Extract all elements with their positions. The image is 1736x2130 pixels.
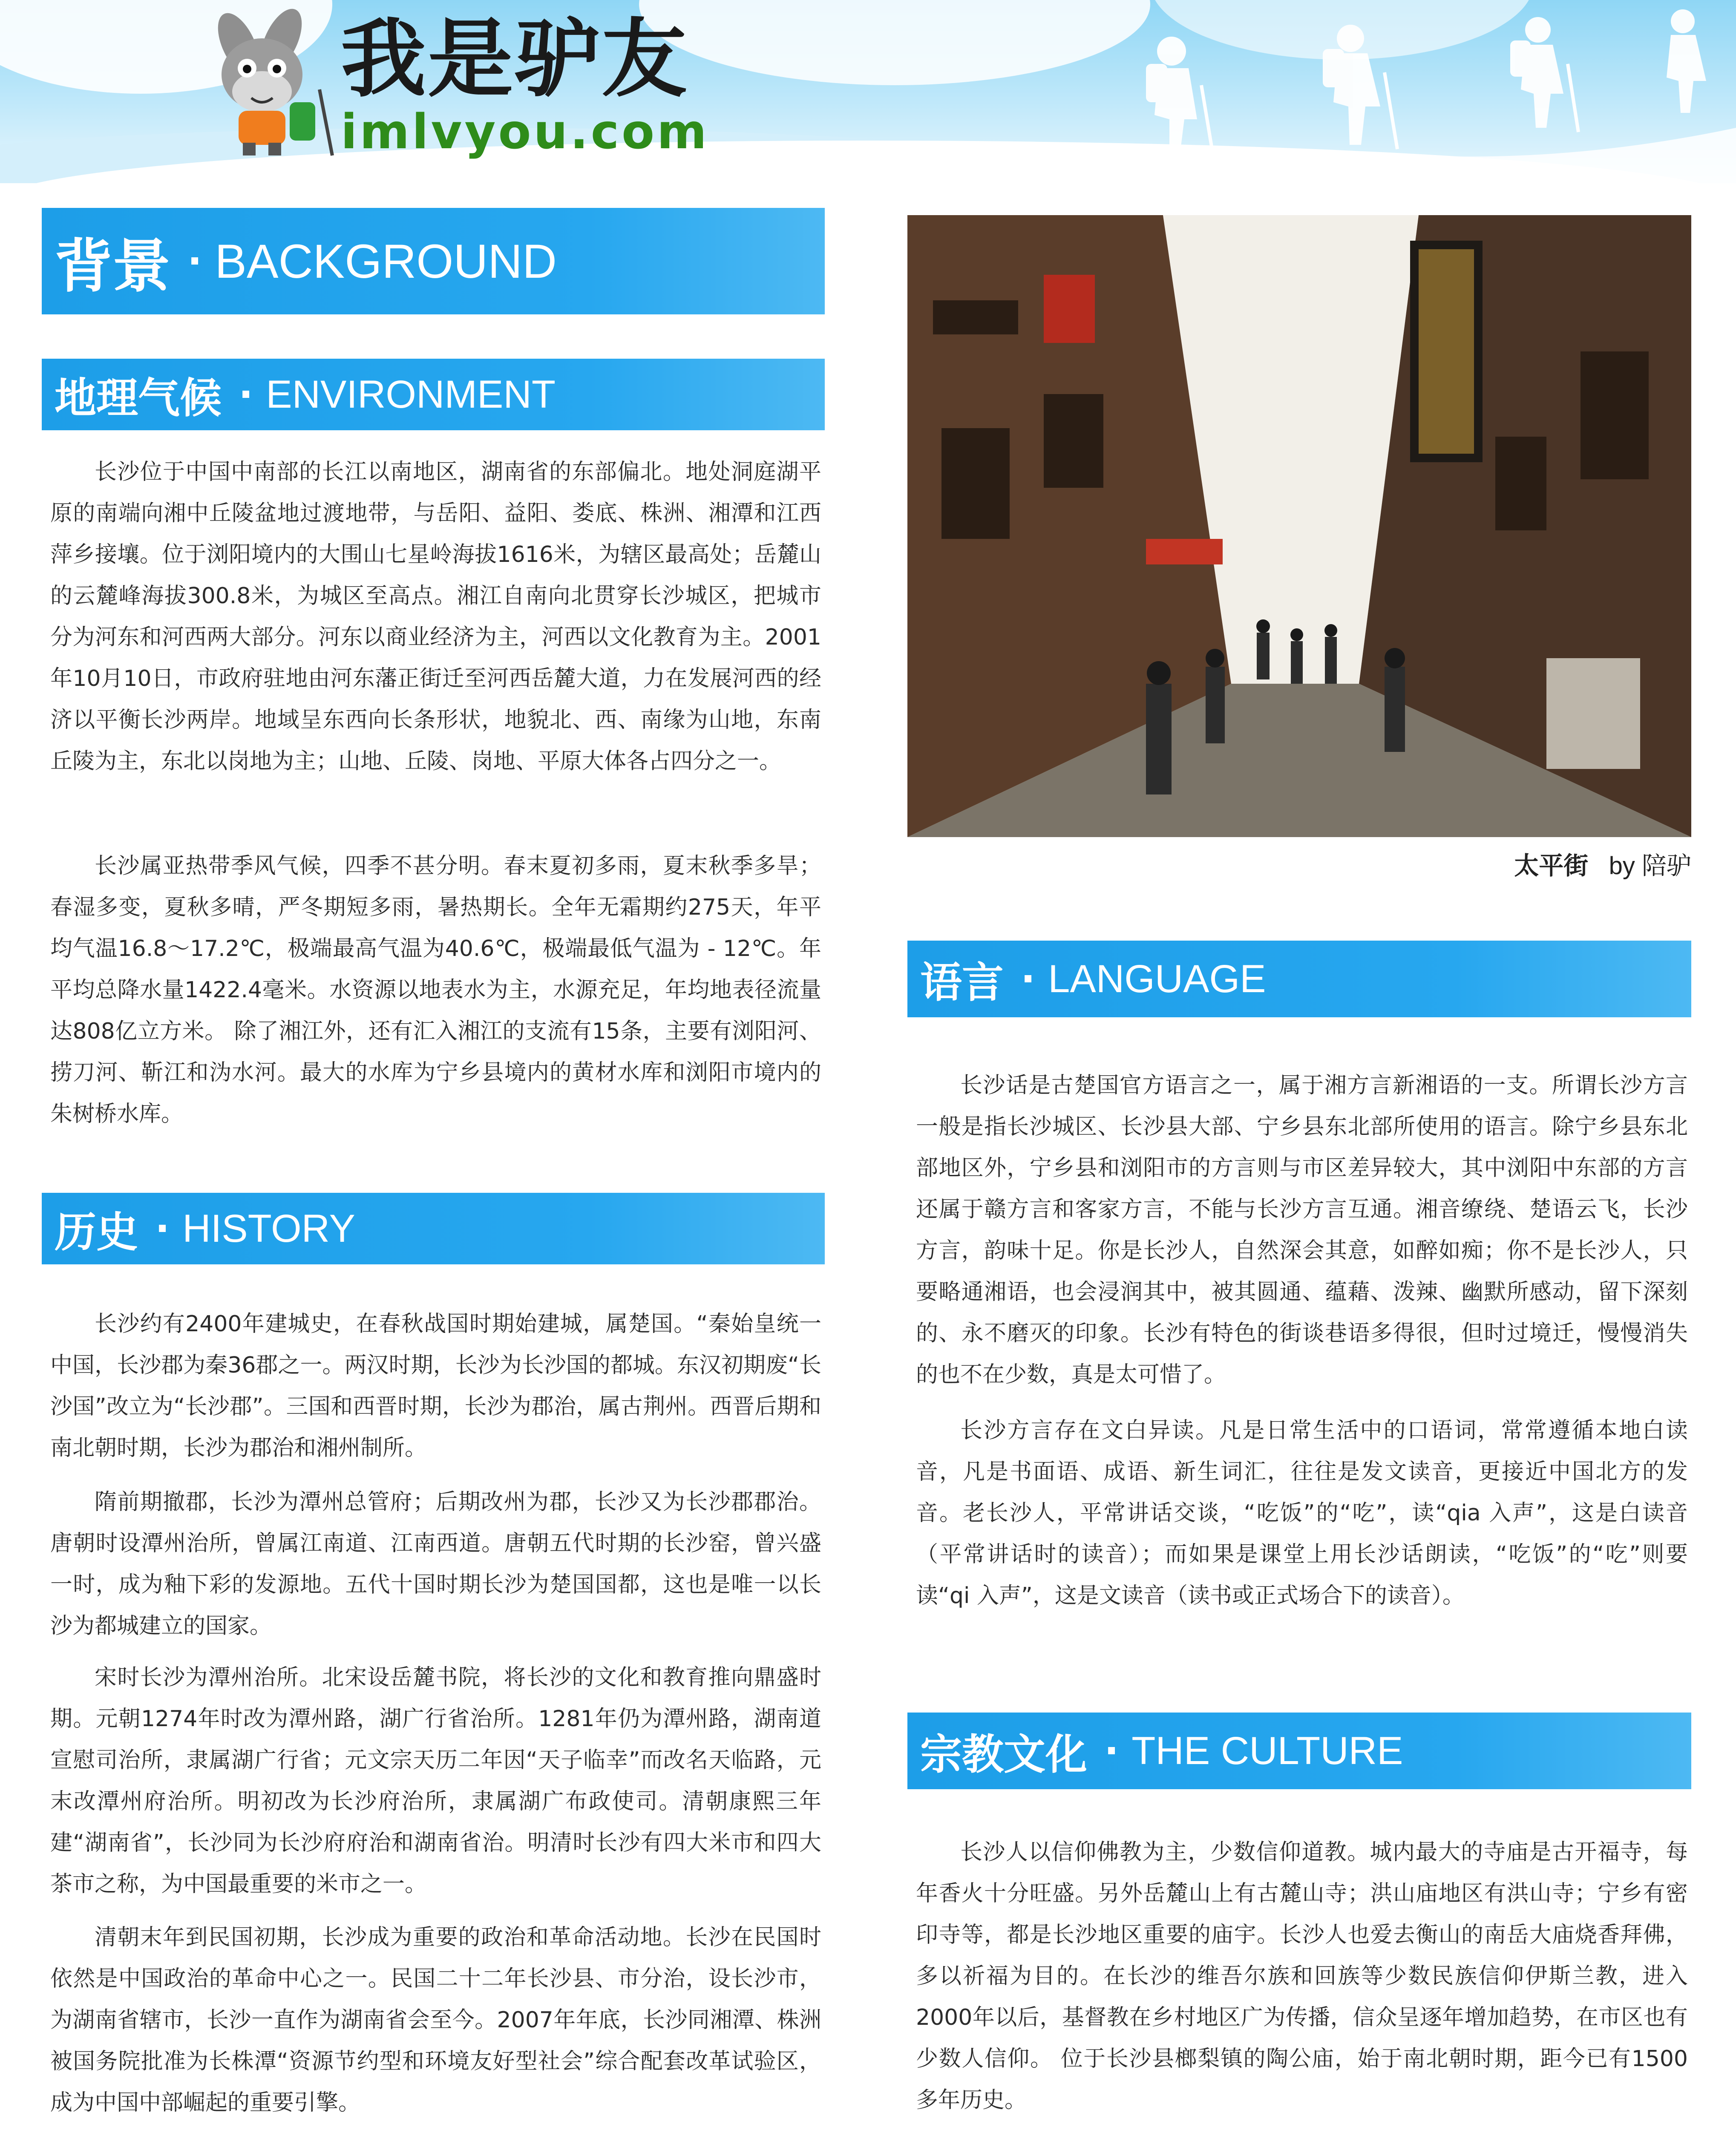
section-bar-culture: 宗教文化 · THE CULTURE (907, 1713, 1691, 1789)
site-logo-cn: 我是驴友 (341, 10, 689, 109)
language-paragraph-2: 长沙方言存在文白异读。凡是日常生活中的口语词，常常遵循本地白读音，凡是书面语、成语、新生词汇，往往是发文读音，更接近中国北方的发音。老长沙人，平常讲话交谈，“吃饭”的“吃”，读“qia 入声”，这是白读音（平常讲话时的读音）；而如果是课堂上用长沙话朗读，“吃饭”的“吃”则要读“qi 入声”，这是文读音（读书或正式场合下的读音）。 (916, 1418, 1688, 1609)
photo-caption-taiping: 太平街 by 陪驴 (1514, 851, 1691, 880)
environment-paragraph-2: 长沙属亚热带季风气候，四季不甚分明。春末夏初多雨，夏末秋季多旱；春湿多变，夏秋多晴，严冬期短多雨，暑热期长。全年无霜期约275天，年平均气温16.8～17.2℃，极端最高气温为40.6℃，极端最低气温为 - 12℃。年平均总降水量1422.4毫米。水资源以地表水为主，水源充足，年均地表径流量达808亿立方米。 除了湘江外，还有汇入湘江的支流有15条，主要有浏阳河、捞刀河、靳江和沩水河。最大的水库为宁乡县境内的黄材水库和浏阳市境内的朱树桥水库。 (50, 853, 821, 1127)
section-title-cn: 历史 (55, 1208, 138, 1257)
donkey-hiker-mascot-icon (183, 4, 345, 158)
history-paragraph-3: 宋时长沙为潭州治所。北宋设岳麓书院，将长沙的文化和教育推向鼎盛时期。元朝1274年时改为潭州路，湖广行省治所。1281年仍为潭州路，湖南道宣慰司治所，隶属湖广行省；元文宗天历二年因“天子临幸”而改名天临路，元末改潭州府治所。明初改为长沙府治所，隶属湖广布政使司。清朝康熙三年建“湖南省”，长沙同为长沙府府治和湖南省治。明清时长沙有四大米市和四大茶市之称，为中国最重要的米市之一。 (50, 1665, 821, 1897)
environment-paragraph-1: 长沙位于中国中南部的长江以南地区，湖南省的东部偏北。地处洞庭湖平原的南端向湘中丘陵盆地过渡地带，与岳阳、益阳、娄底、株洲、湘潭和江西萍乡接壤。位于浏阳境内的大围山七星岭海拔1616米，为辖区最高处；岳麓山的云麓峰海拔300.8米，为城区至高点。湘江自南向北贯穿长沙城区，把城市分为河东和河西两大部分。河东以商业经济为主，河西以文化教育为主。2001年10月10日，市政府驻地由河东藩正街迁至河西岳麓大道，力在发展河西的经济以平衡长沙两岸。地域呈东西向长条形状，地貌北、西、南缘为山地，东南丘陵为主，东北以岗地为主；山地、丘陵、岗地、平原大体各占四分之一。 (50, 459, 821, 774)
history-paragraph-1: 长沙约有2400年建城史，在春秋战国时期始建城，属楚国。“秦始皇统一中国，长沙郡为秦36郡之一。两汉时期，长沙为长沙国的都城。东汉初期废“长沙国”改立为“长沙郡”。三国和西晋时期，长沙为郡治，属古荆州。西晋后期和南北朝时期，长沙为郡治和湘州制所。 (50, 1311, 821, 1461)
section-title-en: LANGUAGE (1048, 957, 1266, 1001)
section-title-cn: 宗教文化 (920, 1730, 1088, 1779)
culture-paragraph-1: 长沙人以信仰佛教为主，少数信仰道教。城内最大的寺庙是古开福寺，每年香火十分旺盛。另外岳麓山上有古麓山寺；洪山庙地区有洪山寺；宁乡有密印寺等，都是长沙地区重要的庙宇。长沙人也爱去衡山的南岳大庙烧香拜佛，多以祈福为目的。在长沙的维吾尔族和回族等少数民族信仰伊斯兰教，进入2000年以后，基督教在乡村地区广为传播，信众呈逐年增加趋势，在市区也有少数人信仰。 位于长沙县榔梨镇的陶公庙，始于南北朝时期，距今已有1500多年历史。 (916, 1839, 1688, 2113)
section-title-cn: 背景 (55, 233, 170, 300)
page-header (0, 0, 1736, 183)
section-title-en: BACKGROUND (215, 234, 557, 288)
history-paragraph-2: 隋前期撤郡，长沙为潭州总管府；后期改州为郡，长沙又为长沙郡郡治。唐朝时设潭州治所，曾属江南道、江南西道。唐朝五代时期的长沙窑，曾兴盛一时，成为釉下彩的发源地。五代十国时期长沙为楚国国都，这也是唯一以长沙为都城建立的国家。 (50, 1489, 821, 1639)
section-title-cn: 语言 (920, 958, 1004, 1007)
history-paragraph-4: 清朝末年到民国初期，长沙成为重要的政治和革命活动地。长沙在民国时依然是中国政治的革命中心之一。民国二十二年长沙县、市分治，设长沙市，为湖南省辖市，长沙一直作为湖南省会至今。2007年年底，长沙同湘潭、株洲被国务院批准为长株潭“资源节约型和环境友好型社会”综合配套改革试验区，成为中国中部崛起的重要引擎。 (50, 1925, 821, 2116)
section-bar-language: 语言 · LANGUAGE (907, 941, 1691, 1017)
language-paragraph-1: 长沙话是古楚国官方语言之一，属于湘方言新湘语的一支。所谓长沙方言一般是指长沙城区、长沙县大部、宁乡县东北部所使用的语言。除宁乡县东北部地区外，宁乡县和浏阳市的方言则与市区差异较大，其中浏阳中东部的方言还属于赣方言和客家方言，不能与长沙方言互通。湘音缭绕、楚语云飞，长沙方言，韵味十足。你是长沙人，自然深会其意，如醉如痴；你不是长沙人，只要略通湘语，也会浸润其中，被其圆通、蕴藉、泼辣、幽默所感动，留下深刻的、永不磨灭的印象。长沙有特色的街谈巷语多得很，但时过境迁，慢慢消失的也不在少数，真是太可惜了。 (916, 1073, 1688, 1387)
old-street-photo (907, 215, 1691, 837)
section-title-en: HISTORY (182, 1206, 355, 1250)
section-bar-environment: 地理气候 · ENVIRONMENT (42, 359, 825, 430)
section-bar-history: 历史 · HISTORY (42, 1193, 825, 1264)
site-logo-url: imlvyou.com (341, 104, 709, 160)
section-title-en: ENVIRONMENT (266, 372, 556, 416)
section-title-cn: 地理气候 (55, 374, 222, 423)
hiker-silhouettes-icon (1086, 0, 1736, 183)
section-bar-background: 背景 · BACKGROUND (42, 208, 825, 314)
section-title-en: THE CULTURE (1131, 1729, 1403, 1773)
